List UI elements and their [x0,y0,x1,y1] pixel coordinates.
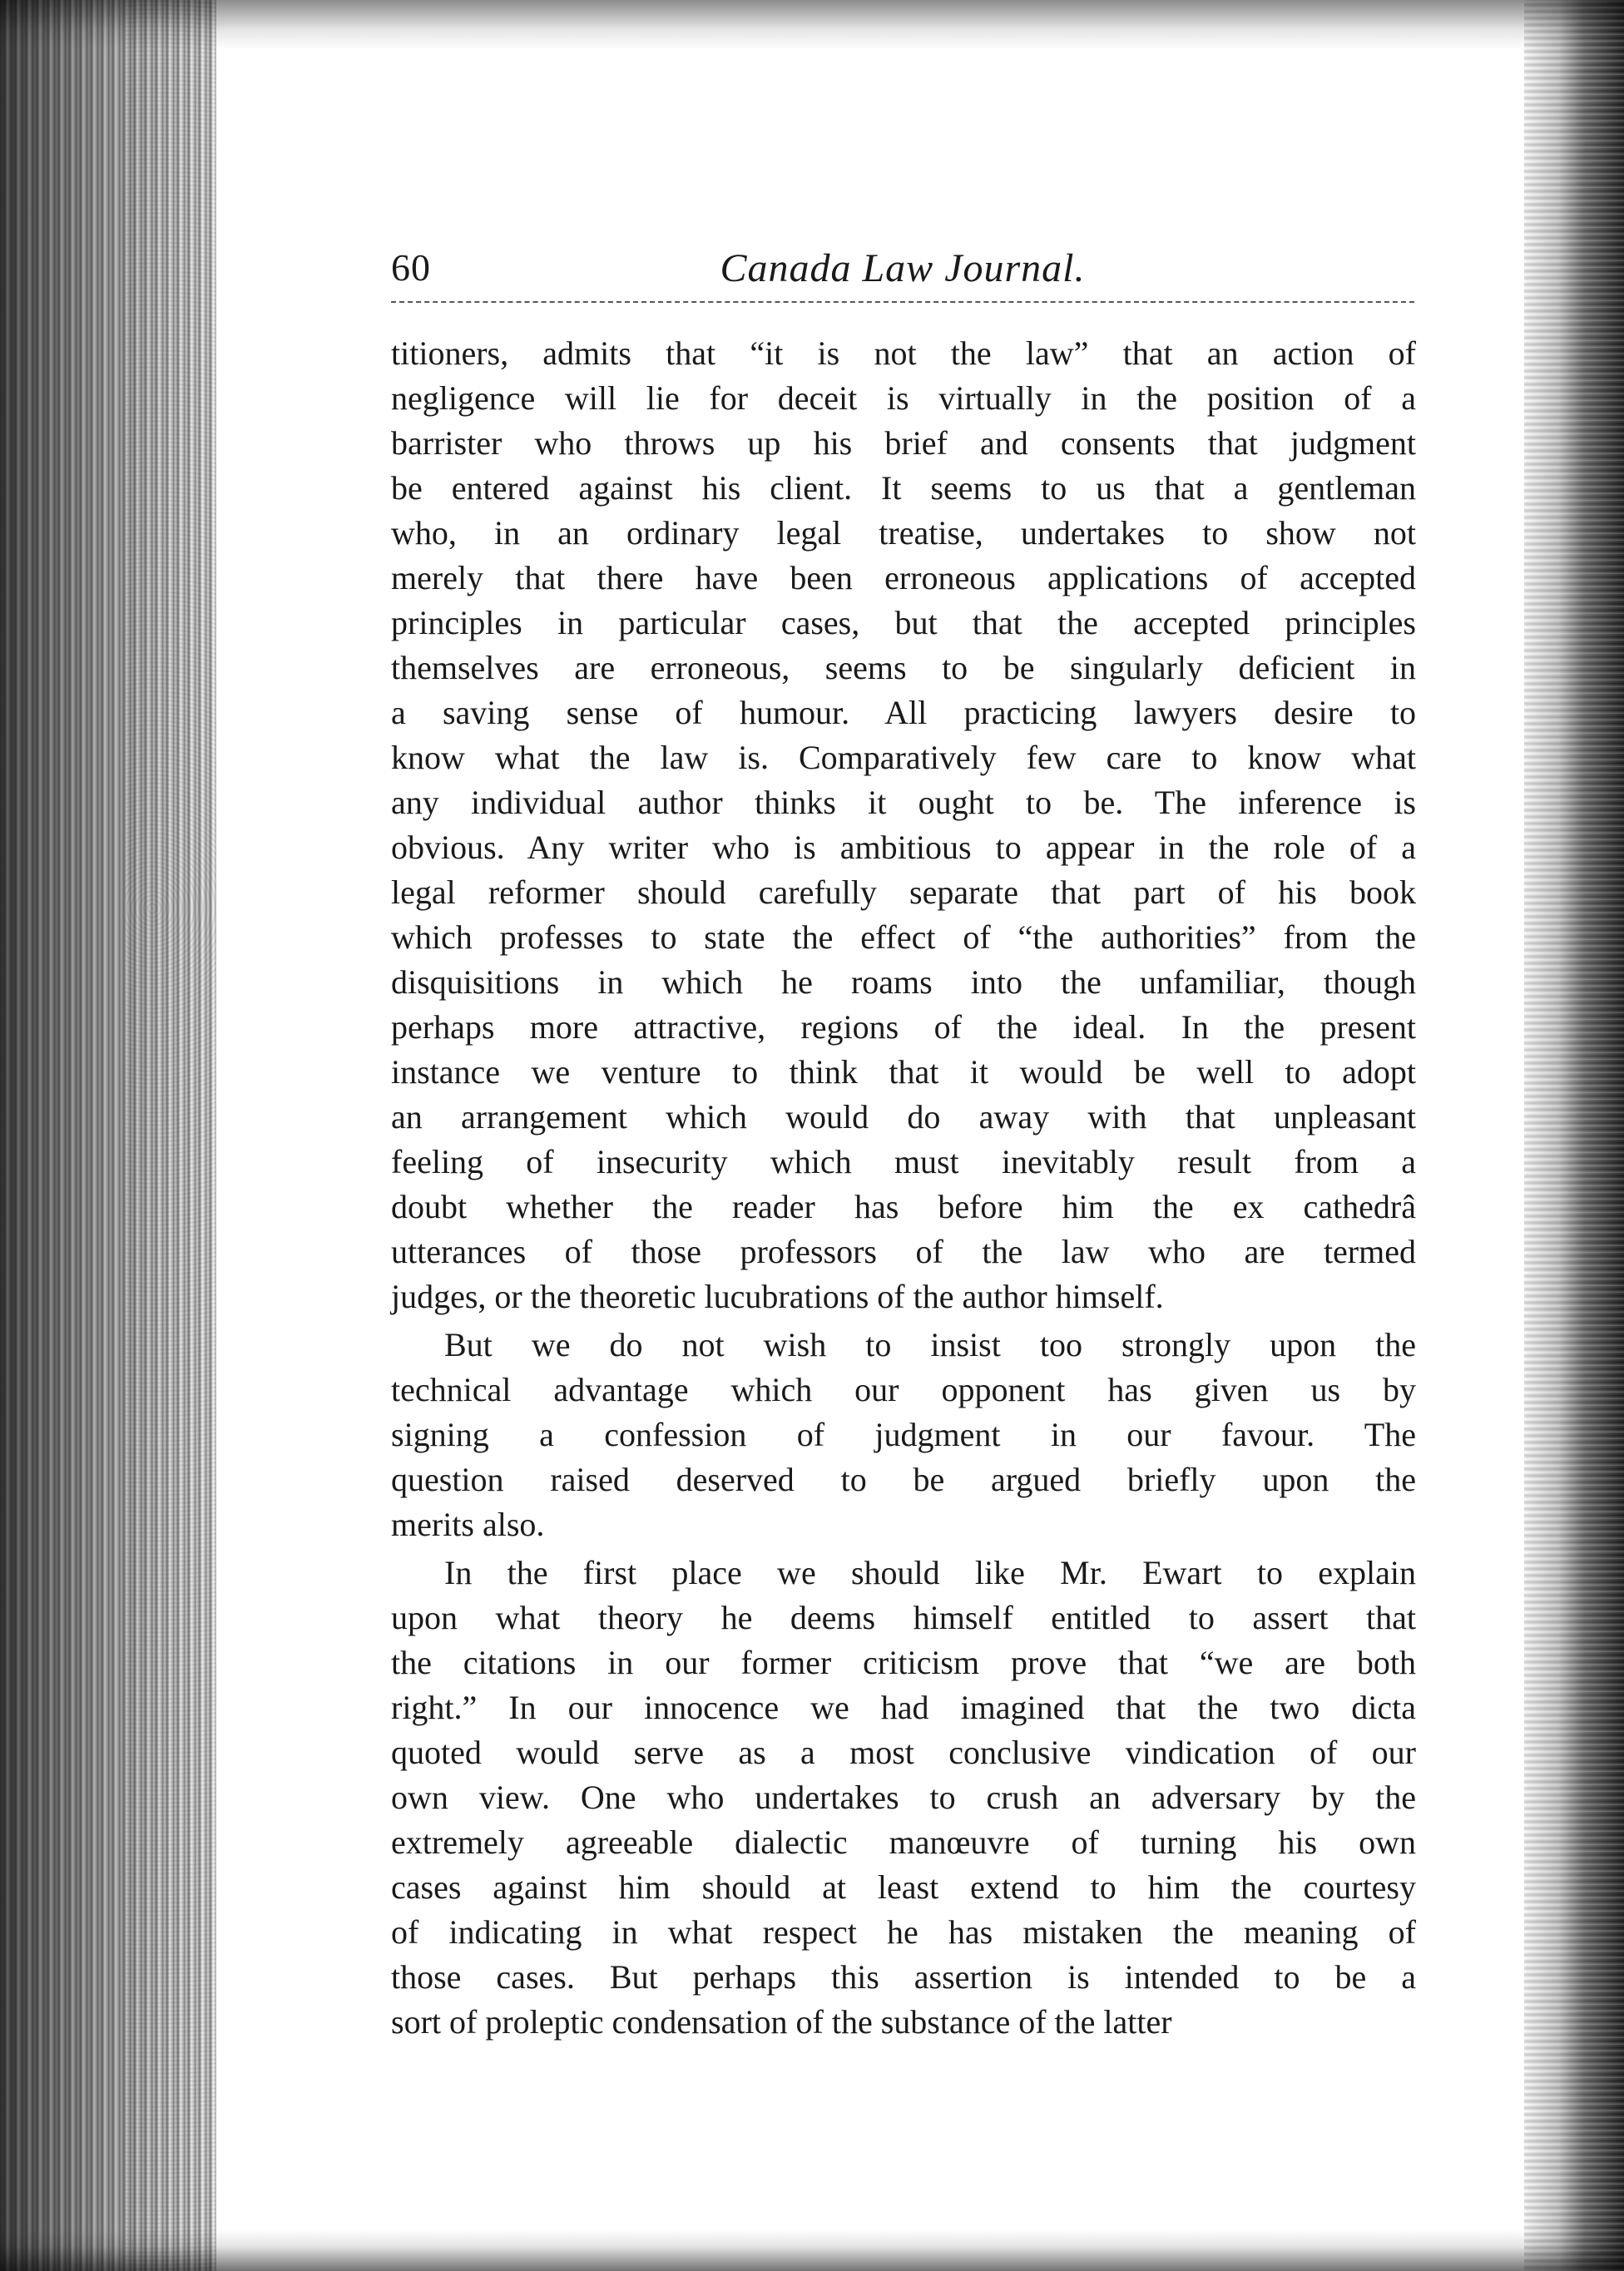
text-line: upon what theory he deems himself entitled to assert that [391,1599,1416,1636]
text-line: titioners, admits that “it is not the law” that an action of [391,334,1416,372]
text-line: utterances of those professors of the law who are termed [391,1233,1416,1270]
text-line: negligence will lie for deceit is virtually in the position of a [391,379,1416,417]
article-body [391,331,1416,2045]
text-line: judges, or the theoretic lucubrations of the author himself. [391,1278,1164,1315]
journal-title: Canada Law Journal. [720,246,1086,290]
bottom-page-edge [0,2229,1624,2271]
text-line: the citations in our former criticism prove that “we are both [391,1644,1416,1681]
text-line: barrister who throws up his brief and consents that judgment [391,424,1416,462]
text-line: cases against him should at least extend to him the courtesy [391,1868,1416,1906]
text-line: know what the law is. Comparatively few care to know what [391,739,1416,776]
text-line: which professes to state the effect of “the authorities” from the [391,918,1416,956]
text-line: those cases. But perhaps this assertion is intended to be a [391,1958,1416,1996]
header-rule [391,301,1414,303]
text-line: extremely agreeable dialectic manœuvre of turning his own [391,1823,1416,1861]
text-line: sort of proleptic condensation of the substance of the latter [391,2003,1172,2041]
text-line: feeling of insecurity which must inevitably result from a [391,1143,1416,1180]
binding-edge-shadow [0,0,216,2271]
text-line: own view. One who undertakes to crush an adversary by the [391,1779,1416,1816]
text-line: quoted would serve as a most conclusive vindication of our [391,1734,1416,1771]
text-line: legal reformer should carefully separate that part of his book [391,873,1416,911]
text-line: be entered against his client. It seems to us that a gentleman [391,469,1416,507]
text-line: merits also. [391,1506,545,1543]
text-line: a saving sense of humour. All practicing lawyers desire to [391,694,1416,731]
text-line: right.” In our innocence we had imagined that the two dicta [391,1689,1416,1726]
text-line: an arrangement which would do away with that unpleasant [391,1098,1416,1136]
text-line: any individual author thinks it ought to be. The inference is [391,784,1416,821]
text-line: themselves are erroneous, seems to be singularly deficient in [391,649,1416,686]
text-line: instance we venture to think that it would be well to adopt [391,1053,1416,1091]
text-line: question raised deserved to be argued briefly upon the [391,1461,1416,1498]
text-line: doubt whether the reader has before him the ex cathedrâ [391,1188,1416,1225]
top-page-edge [0,0,1624,50]
page-header [391,245,1414,304]
text-line: obvious. Any writer who is ambitious to appear in the role of a [391,829,1416,866]
page-number: 60 [391,246,431,289]
text-line: But we do not wish to insist too strongly upon the [444,1326,1416,1363]
text-line: of indicating in what respect he has mistaken the meaning of [391,1913,1416,1951]
text-line: signing a confession of judgment in our favour. The [391,1416,1416,1453]
text-line: In the first place we should like Mr. Ewart to explain [444,1554,1416,1591]
text-line: who, in an ordinary legal treatise, undertakes to show not [391,514,1416,552]
text-line: technical advantage which our opponent has given us by [391,1371,1416,1408]
text-line: merely that there have been erroneous applications of accepted [391,559,1416,596]
text-line: perhaps more attractive, regions of the ideal. In the present [391,1008,1416,1046]
right-page-edge [1524,0,1624,2271]
text-line: principles in particular cases, but that the accepted principles [391,604,1416,641]
text-line: disquisitions in which he roams into the unfamiliar, though [391,963,1416,1001]
